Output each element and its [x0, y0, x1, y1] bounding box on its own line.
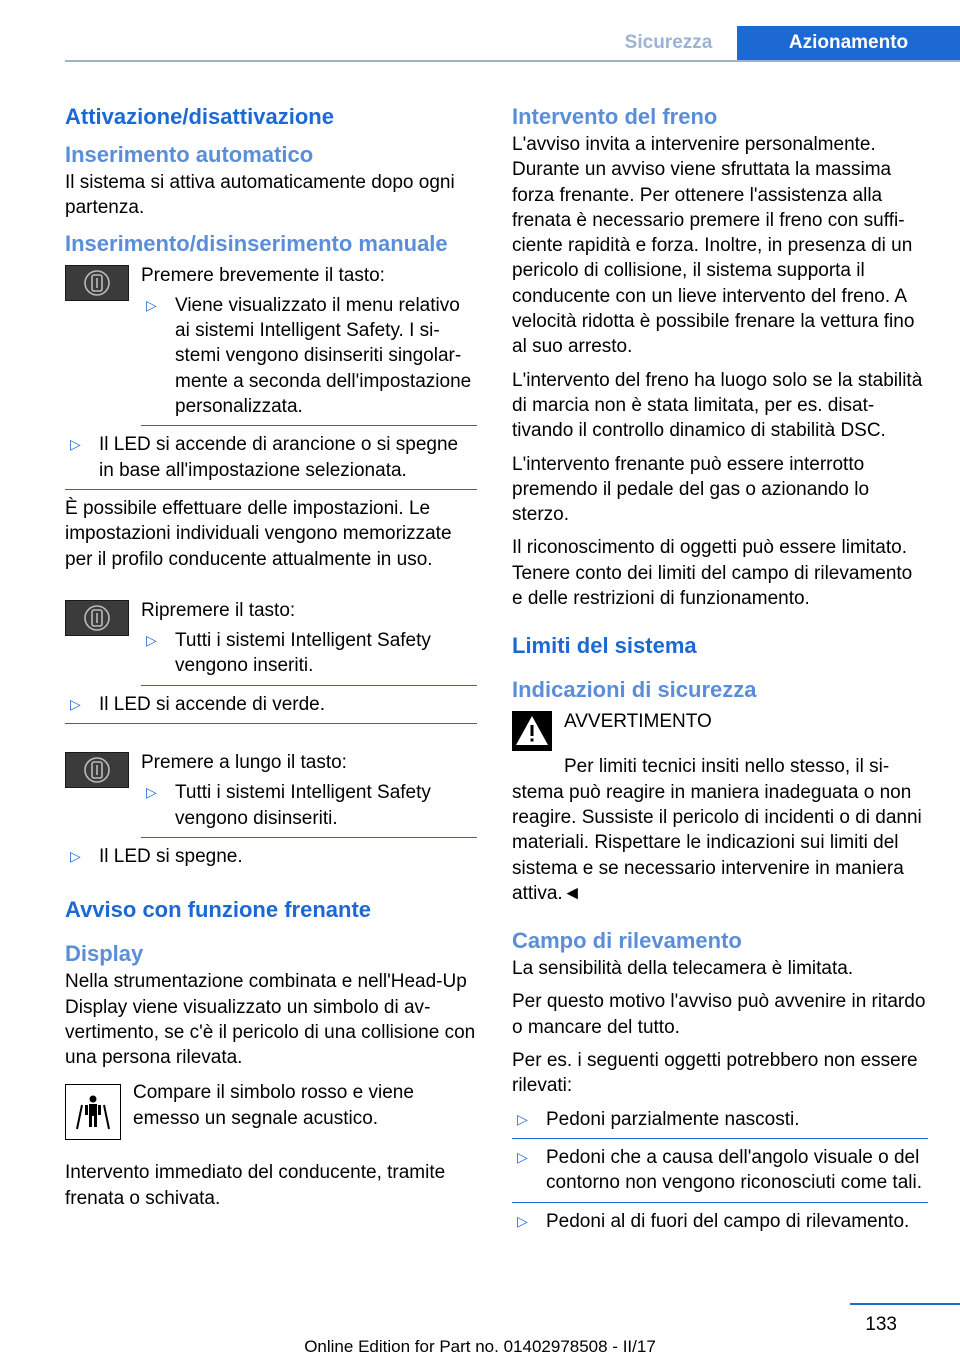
- bullet-item: ▷ Tutti i sistemi Intelligent Safety vengono disinseriti.: [141, 780, 477, 838]
- bullet-item: ▷ Pedoni che a causa dell'angolo visuale o del contorno non vengono riconosciuti come tali.: [512, 1145, 928, 1203]
- heading-auto: Inserimento automatico: [65, 142, 314, 167]
- bullet-triangle-icon: ▷: [146, 784, 157, 801]
- intervention-text: Intervento immediato del conducente, tramite frenata o schivata.: [65, 1162, 446, 1209]
- right-column: [512, 102, 928, 1234]
- bullet-item: ▷ Il LED si accende di verde.: [65, 692, 477, 724]
- heading-warning-brake: Avviso con funzione frenante: [65, 897, 372, 923]
- bullet-triangle-icon: ▷: [70, 847, 81, 864]
- header-section-label: Sicurezza: [624, 32, 713, 53]
- bullet-triangle-icon: ▷: [517, 1110, 528, 1127]
- range-paragraph-1: La sensibilità della telecamera è limitata.: [512, 958, 854, 980]
- page-number: 133: [865, 1314, 897, 1335]
- bullet-triangle-icon: ▷: [517, 1148, 528, 1165]
- header-rule: [65, 60, 960, 62]
- display-text: Nella strumentazione combinata e nell'Head-Up Display viene visualizzato un simbolo di avvertimento, se c'è il pericolo di una collisione con una persona rilevata.: [65, 971, 476, 1069]
- brake-paragraph-2: L'intervento del freno ha luogo solo se la stabilità di marcia non è stata limitata, per es. disattivando il controllo dinamico di stabilità DSC.: [512, 369, 923, 442]
- bullet-triangle-icon: ▷: [70, 436, 81, 453]
- key-block-1: [65, 263, 477, 433]
- footer-rule: [850, 1303, 960, 1305]
- bullet-triangle-icon: ▷: [146, 632, 157, 649]
- key-block-2: [65, 598, 477, 692]
- warning-title: AVVERTIMENTO: [564, 711, 712, 733]
- brake-paragraph-1: L'avviso invita a intervenire personalmente. Durante un avviso viene sfruttata la massima forza frenante. Per ottenere l'assistenza alla frenata è necessario premere il freno con sufficiente rapidità e forza. Inoltre, in presenza di un pericolo di collisione, il sistema supporta il conducente con un lieve intervento del freno. A velocità ridotta è possibile frenare la vettura fino al suo arresto.: [512, 134, 915, 358]
- button-key-icon: [65, 600, 129, 636]
- brake-paragraph-3: L'intervento frenante può essere interrotto premendo il pedale del gas o azionando lo sterzo.: [512, 453, 870, 526]
- bullet-triangle-icon: ▷: [146, 296, 157, 313]
- range-paragraph-2: Per questo motivo l'avviso può avvenire in ritardo o mancare del tutto.: [512, 991, 926, 1038]
- press-text-3: Premere a lungo il tasto:: [141, 752, 347, 774]
- key-block-3: [65, 750, 477, 844]
- bullet-item: ▷ Il LED si spegne.: [65, 844, 477, 869]
- brake-paragraph-4: Il riconoscimento di oggetti può essere limitato. Tenere conto dei limiti del campo di rilevamento e delle restrizioni di funzionamento.: [512, 537, 913, 610]
- heading-display: Display: [65, 941, 144, 967]
- symbol-block: [65, 1080, 477, 1140]
- left-column: [65, 102, 477, 1211]
- heading-activation: Attivazione/disattivazione: [65, 104, 334, 129]
- bullet-item: ▷ Pedoni parzialmente nascosti.: [512, 1107, 928, 1139]
- button-key-icon: [65, 265, 129, 301]
- symbol-text: Compare il simbolo rosso e viene emesso un segnale acustico.: [133, 1082, 414, 1129]
- header-chapter-tab: Azionamento: [737, 26, 960, 60]
- heading-safety-notes: Indicazioni di sicurezza: [512, 677, 757, 703]
- button-key-icon: [65, 752, 129, 788]
- warning-text: Per limiti tecnici insiti nello stesso, il sistema può reagire in maniera inadeguata o non reagire. Sussiste il pericolo di incidenti o di danni materiali. Rispettare le indicazioni sui limiti del sistema e se necessario intervenire in maniera attiva.◄: [512, 756, 922, 904]
- press-text-2: Ripremere il tasto:: [141, 599, 296, 621]
- range-paragraph-3: Per es. i seguenti oggetti potrebbero non essere rilevati:: [512, 1050, 918, 1097]
- auto-text: Il sistema si attiva automaticamente dopo ogni partenza.: [65, 172, 455, 219]
- heading-brake-intervention: Intervento del freno: [512, 104, 718, 129]
- heading-detection-range: Campo di rilevamento: [512, 928, 742, 954]
- heading-manual: Inserimento/disinserimento manuale: [65, 230, 448, 256]
- bullet-triangle-icon: ▷: [70, 695, 81, 712]
- pedestrian-warning-icon: [65, 1084, 121, 1140]
- bullet-item: ▷ Pedoni al di fuori del campo di rilevamento.: [512, 1209, 928, 1234]
- bullet-triangle-icon: ▷: [517, 1212, 528, 1229]
- heading-system-limits: Limiti del sistema: [512, 633, 697, 659]
- bullet-item: ▷ Tutti i sistemi Intelligent Safety vengono inseriti.: [141, 628, 477, 686]
- press-text-1: Premere brevemente il tasto:: [141, 264, 385, 286]
- warning-block: [512, 709, 928, 751]
- edition-footer: Online Edition for Part no. 01402978508 - II/17: [304, 1337, 656, 1356]
- settings-text: È possibile effettuare delle impostazioni. Le impostazioni individuali vengono memorizzate per il profilo conducente attualmente in uso.: [65, 497, 452, 570]
- bullet-item: ▷ Viene visualizzato il menu relativo ai sistemi Intelligent Safety. I sistemi vengono disinseriti singolarmente a seconda dell'impostazione personalizzata.: [141, 293, 477, 426]
- warning-triangle-icon: [512, 711, 552, 751]
- bullet-item: ▷ Il LED si accende di arancione o si spegne in base all'impostazione selezionata.: [65, 432, 477, 490]
